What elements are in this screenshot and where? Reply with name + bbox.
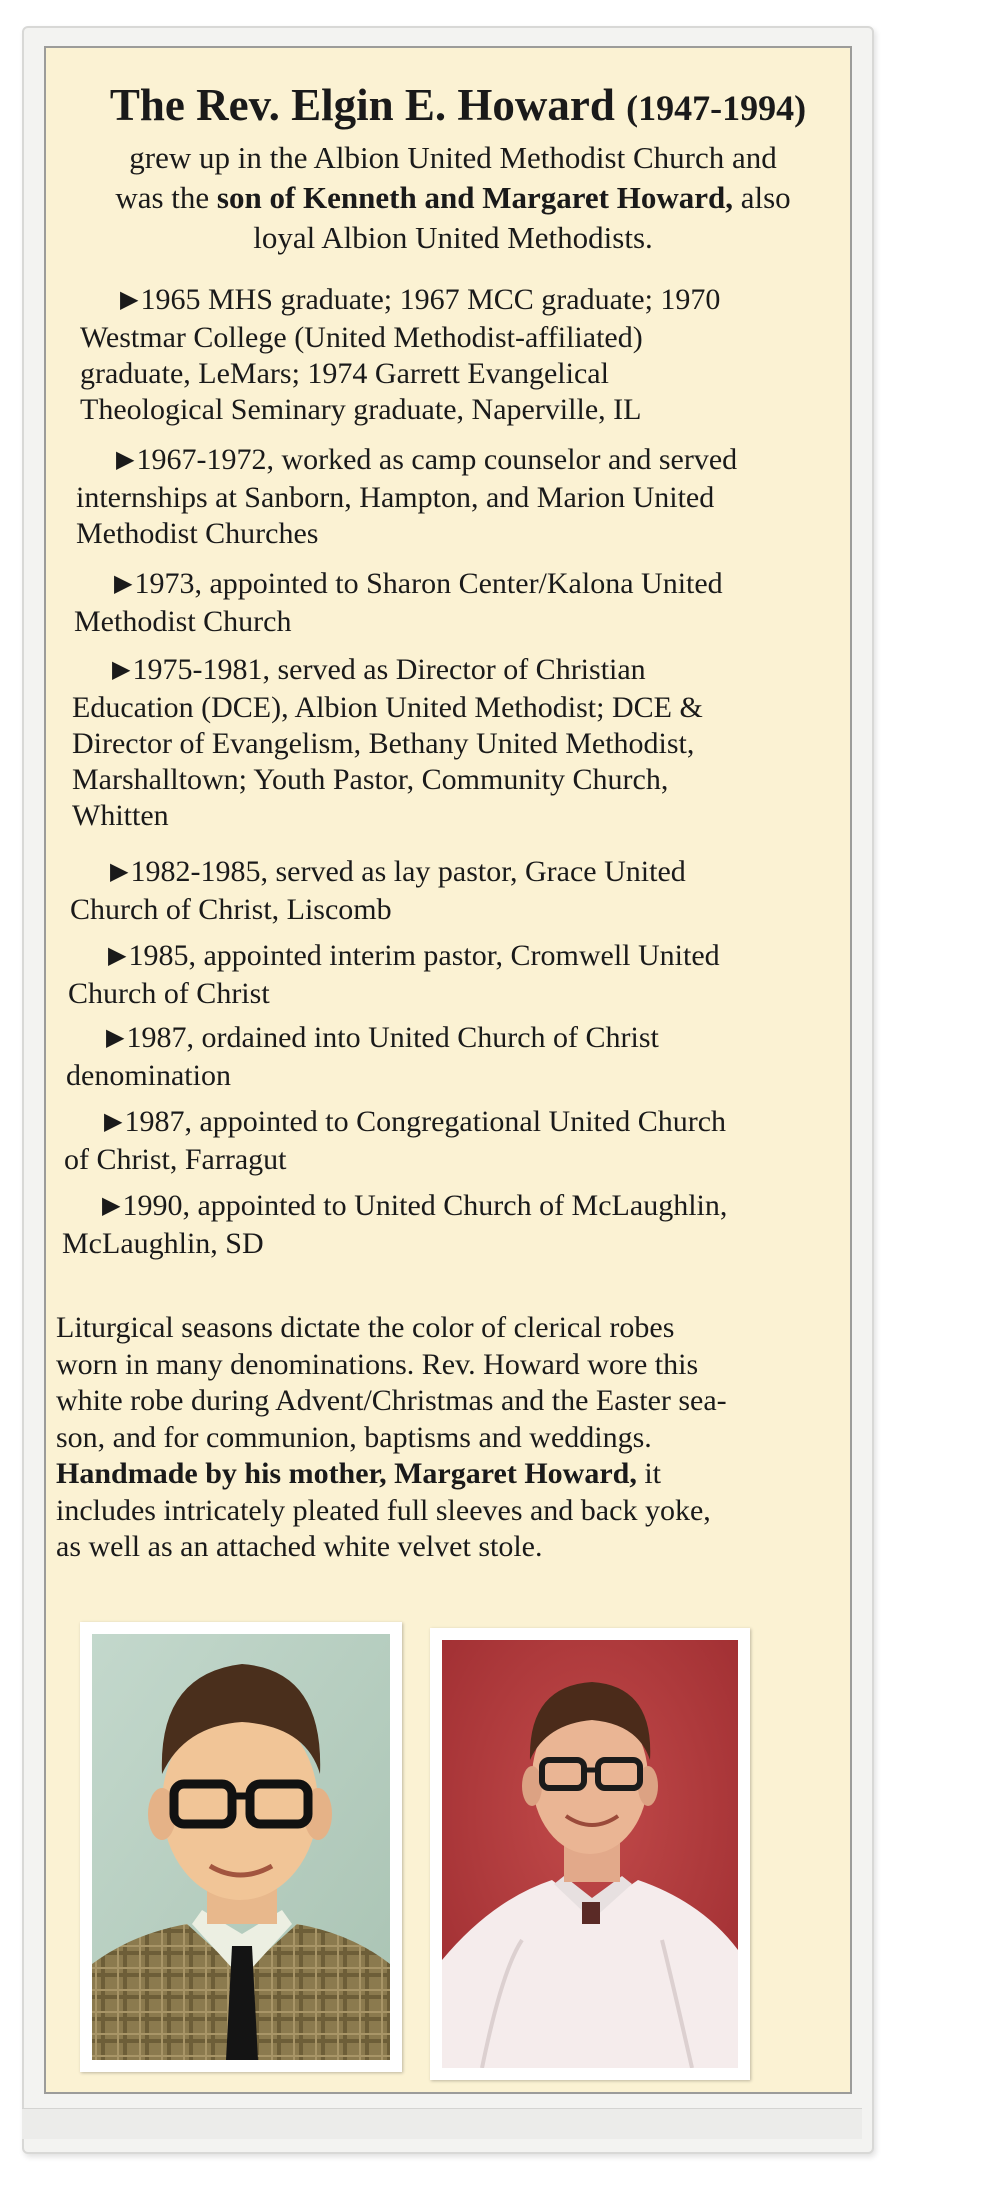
portrait-photo-robe <box>442 1640 738 2068</box>
timeline-item: ▶1975-1981, served as Director of Christian Education (DCE), Albion United Methodist; DCE & Director of Evangelism, Bethany United Methodist, Marshalltown; Youth Pastor, Community Church, Whitten <box>72 653 703 832</box>
triangle-bullet-icon: ▶ <box>116 447 135 473</box>
timeline-item: ▶1967-1972, worked as camp counselor and served internships at Sanborn, Hampton, and Marion United Methodist Churches <box>76 443 738 550</box>
triangle-bullet-icon: ▶ <box>112 657 131 683</box>
timeline-item: ▶1990, appointed to United Church of McLaughlin, McLaughlin, SD <box>62 1189 728 1260</box>
triangle-bullet-icon: ▶ <box>104 1109 123 1135</box>
timeline-item: ▶1973, appointed to Sharon Center/Kalona United Methodist Church <box>74 567 723 638</box>
title-name: The Rev. Elgin E. Howard <box>109 80 615 130</box>
page-title <box>46 78 850 132</box>
portrait-photo-frame <box>430 1628 750 2080</box>
parents-name: son of Kenneth and Margaret Howard, <box>216 180 733 215</box>
portrait-illustration <box>92 1634 390 2060</box>
triangle-bullet-icon: ▶ <box>114 571 133 597</box>
title-years: (1947-1994) <box>626 88 807 128</box>
timeline-item: ▶1965 MHS graduate; 1967 MCC graduate; 1970 Westmar College (United Methodist-affiliated) graduate, LeMars; 1974 Garrett Evangelical Theological Seminary graduate, Naperville, IL <box>80 283 721 426</box>
triangle-bullet-icon: ▶ <box>110 859 129 885</box>
timeline-item: ▶1982-1985, served as lay pastor, Grace United Church of Christ, Liscomb <box>70 855 686 926</box>
triangle-bullet-icon: ▶ <box>102 1193 121 1219</box>
intro-line: grew up in the Albion United Methodist Church and <box>129 140 777 175</box>
timeline-item: ▶1985, appointed interim pastor, Cromwell United Church of Christ <box>68 939 720 1010</box>
triangle-bullet-icon: ▶ <box>120 287 139 313</box>
triangle-bullet-icon: ▶ <box>108 943 127 969</box>
memorial-card <box>44 46 852 2094</box>
intro-line: loyal Albion United Methodists. <box>253 220 653 255</box>
portrait-photo-frame <box>80 1622 402 2072</box>
portrait-illustration <box>442 1640 738 2068</box>
timeline-item: ▶1987, ordained into United Church of Christ denomination <box>66 1021 659 1092</box>
robe-description: Liturgical seasons dictate the color of clerical robes worn in many denominations. Rev. Howard wore this white robe during Advent/Christmas and the Easter sea- son, and for communion, baptisms and weddings. Handmade by his mother, Margaret Howard, it includes intricately pleated full sleeves and back yoke, as well as an attached white velvet stole. <box>56 1311 727 1563</box>
intro-text: was the <box>115 180 217 215</box>
intro-line <box>66 178 840 218</box>
maker-credit: Handmade by his mother, Margaret Howard, <box>56 1457 637 1490</box>
sleeve-bottom-edge <box>22 2108 862 2139</box>
intro-paragraph <box>66 138 840 258</box>
timeline-item: ▶1987, appointed to Congregational United Church of Christ, Farragut <box>64 1105 727 1176</box>
intro-text: also <box>733 180 791 215</box>
triangle-bullet-icon: ▶ <box>106 1025 125 1051</box>
portrait-photo-young <box>92 1634 390 2060</box>
